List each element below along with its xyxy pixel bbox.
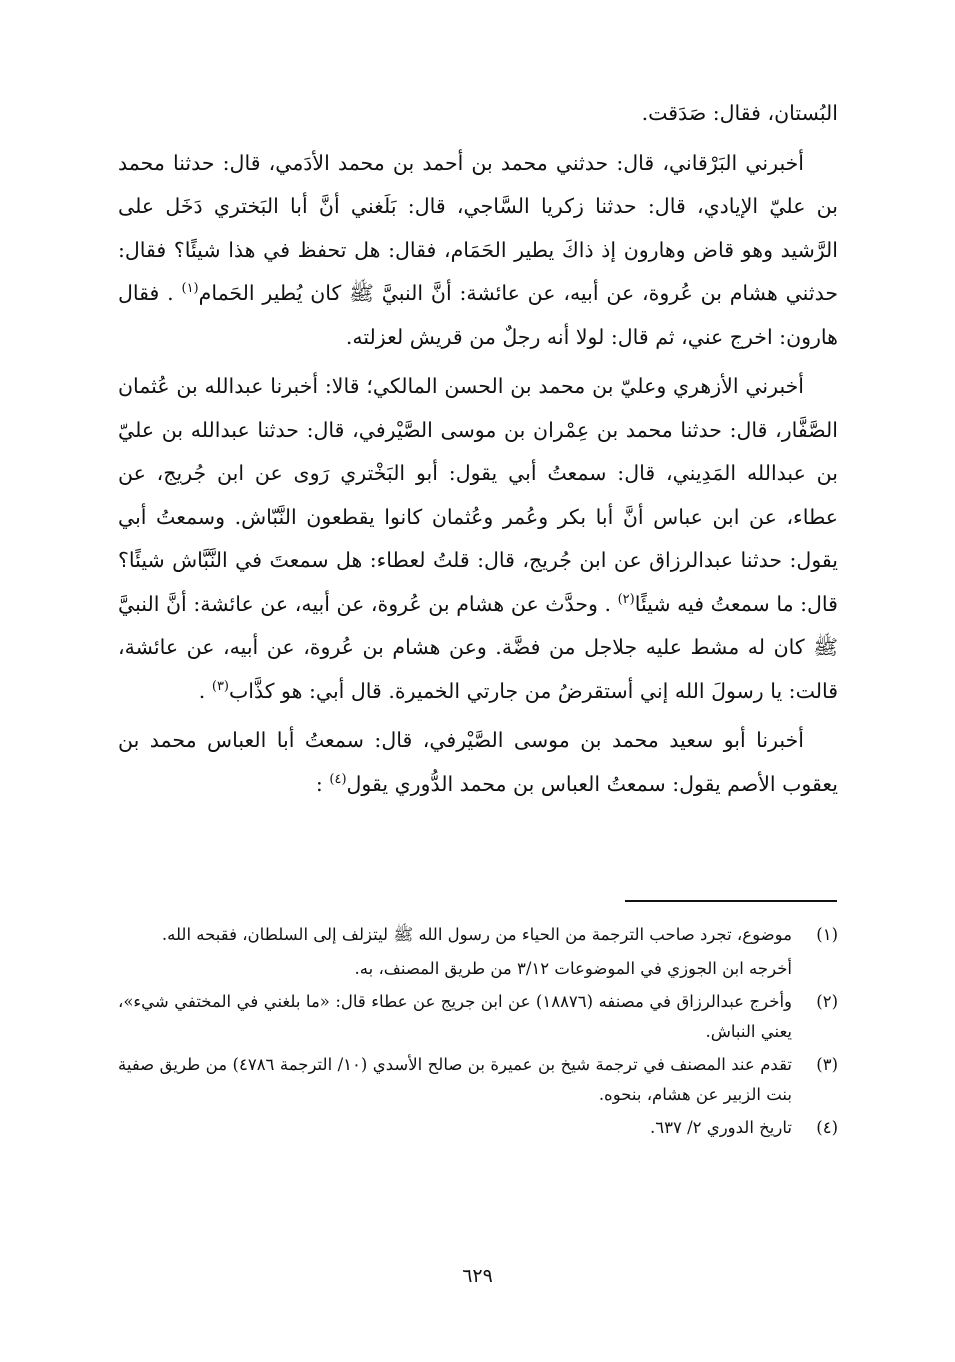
footnotes <box>118 920 838 1147</box>
footnote-number: (١) <box>816 925 838 944</box>
paragraph-1-text: البُستان، فقال: صَدَقت. <box>641 101 838 125</box>
page-number: ٦٢٩ <box>462 1265 493 1287</box>
footnote-1 <box>118 920 838 950</box>
footnote-text: تقدم عند المصنف في ترجمة شيخ بن عميرة بن صالح الأسدي (١٠/ الترجمة ٤٧٨٦) من طريق صفية بنت الزبير عن هشام، بنحوه. <box>118 1055 793 1104</box>
paragraph-2 <box>118 142 838 360</box>
footnote-text: وأخرج عبدالرزاق في مصنفه (١٨٨٧٦) عن ابن جريج عن عطاء قال: «ما بلغني في المختفي شيء»، يعني النباش. <box>118 992 793 1041</box>
footnote-4 <box>118 1113 838 1143</box>
paragraph-4-tail: : <box>315 771 323 796</box>
footnote-number: (٣) <box>816 1055 838 1074</box>
paragraph-4-text: أخبرنا أبو سعيد محمد بن موسى الصَّيْرفي، قال: سمعتُ أبا العباس محمد بن يعقوب الأصم يقول: سمعتُ العباس بن محمد الدُّوري يقول <box>118 728 838 796</box>
footnote-number: (٤) <box>816 1118 838 1137</box>
footnote-3 <box>118 1050 838 1109</box>
footnote-marker-1: (١) <box>181 281 199 297</box>
paragraph-3-mid: . وحدَّث عن هشام بن عُروة، عن أبيه، عن عائشة: أنَّ النبيَّ ﷺ كان له مشط عليه جلاجل من فضَّة. وعن هشام بن عُروة، عن أبيه، عن عائشة، قالت: يا رسولَ الله إني أستقرضُ من جارتي الخميرة. قال أبي: هو كذَّاب <box>118 591 838 703</box>
footnote-2 <box>118 987 838 1046</box>
footnote-marker-3: (٣) <box>211 678 229 694</box>
footnote-number: (٢) <box>816 992 838 1011</box>
paragraph-2-tail: . فقال هارون: اخرج عني، ثم قال: لولا أنه رجلٌ من قريش لعزلته. <box>118 281 838 349</box>
footnote-text: تاريخ الدوري ٢/ ٦٣٧. <box>650 1118 792 1137</box>
paragraph-3-text: أخبرني الأزهري وعليّ بن محمد بن الحسن المالكي؛ قالا: أخبرنا عبدالله بن عُثمان الصَّفَّار، قال: حدثنا محمد بن عِمْران بن موسى الصَّيْرفي، قال: حدثنا عبدالله بن عليّ بن عبدالله المَدِيني، قال: سمعتُ أبي يقول: أبو البَخْتري رَوى عن ابن جُريج، عن عطاء، عن ابن عباس أنَّ أبا بكر وعُمر وعُثمان كانوا يقطعون النَّبّاش. وسمعتُ أبي يقول: حدثنا عبدالرزاق عن ابن جُريج، قال: قلتُ لعطاء: هل سمعتَ في النَّبَّاش شيئًا؟ قال: ما سمعتُ فيه شيئًا <box>118 374 838 616</box>
main-text <box>118 92 838 806</box>
footnote-marker-2: (٢) <box>617 591 635 607</box>
paragraph-1 <box>118 92 838 136</box>
paragraph-2-text: أخبرني البَرْقاني، قال: حدثني محمد بن أحمد بن محمد الأدَمي، قال: حدثنا محمد بن عليّ الإيادي، قال: حدثنا زكريا السَّاجي، قال: بَلَغني أنَّ أبا البَختري دَخَل على الرَّشيد وهو قاض وهارون إذ ذاكَ يطير الحَمَام، فقال: هل تحفظ في هذا شيئًا؟ فقال: حدثني هشام بن عُروة، عن أبيه، عن عائشة: أنَّ النبيَّ ﷺ كان يُطير الحَمام <box>118 150 839 305</box>
paragraph-3-tail: . <box>198 678 206 703</box>
paragraph-4 <box>118 719 838 806</box>
paragraph-3 <box>118 365 838 713</box>
footnote-1-extra: أخرجه ابن الجوزي في الموضوعات ٣/١٢ من طريق المصنف، به. <box>354 958 792 978</box>
footnote-text: موضوع، تجرد صاحب الترجمة من الحياء من رسول الله ﷺ ليتزلف إلى السلطان، فقبحه الله. <box>161 925 792 944</box>
footnote-marker-4: (٤) <box>329 771 347 787</box>
footnote-separator <box>625 900 837 902</box>
